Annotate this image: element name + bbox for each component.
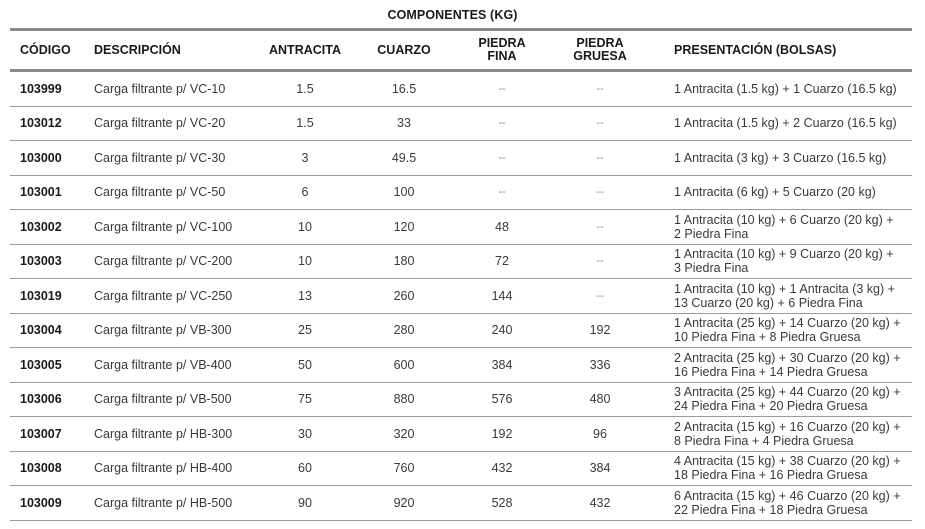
antracita-cell: 1.5 — [296, 116, 314, 131]
code-cell: 103012 — [20, 116, 62, 131]
description-cell: Carga filtrante p/ VC-100 — [94, 219, 233, 234]
description-cell: Carga filtrante p/ VB-400 — [94, 357, 232, 372]
table-row — [10, 486, 912, 521]
presentacion-text — [674, 247, 894, 275]
description-cell: Carga filtrante p/ HB-400 — [94, 461, 233, 476]
piedra-gruesa-cell: -- — [596, 220, 604, 233]
header-piedra-fina-line2: FINA — [487, 49, 517, 63]
description-cell: Carga filtrante p/ VC-50 — [94, 185, 226, 200]
header-piedra-gruesa-text — [573, 37, 626, 63]
table-row — [10, 245, 912, 280]
description-cell: Carga filtrante p/ VC-250 — [94, 288, 233, 303]
piedra-fina-cell: 240 — [491, 323, 513, 338]
code-cell: 103003 — [20, 254, 62, 269]
antracita-cell: 10 — [298, 254, 312, 269]
presentacion-line1: 1 Antracita (10 kg) + 1 Antracita (3 kg) + — [674, 281, 895, 296]
cuarzo-cell: 33 — [397, 116, 411, 131]
presentacion-line1: 3 Antracita (25 kg) + 44 Cuarzo (20 kg) + — [674, 385, 901, 400]
header-piedra-fina-text — [478, 37, 525, 63]
description-cell: Carga filtrante p/ VB-500 — [94, 392, 232, 407]
antracita-cell: 25 — [298, 323, 312, 338]
antracita-cell: 6 — [301, 185, 309, 200]
presentacion-line2: 22 Piedra Fina + 18 Piedra Gruesa — [674, 502, 868, 517]
description-cell: Carga filtrante p/ VC-20 — [94, 116, 226, 131]
presentacion-line2: 10 Piedra Fina + 8 Piedra Gruesa — [674, 330, 861, 345]
presentacion-line2: 16 Piedra Fina + 14 Piedra Gruesa — [674, 364, 868, 379]
piedra-fina-cell: 384 — [491, 357, 513, 372]
piedra-fina-cell: -- — [498, 186, 506, 199]
header-piedra-gruesa-line2: GRUESA — [573, 49, 627, 63]
antracita-cell: 3 — [301, 150, 309, 165]
code-cell: 103999 — [20, 81, 62, 96]
presentacion-cell — [674, 72, 910, 106]
presentacion-line2: 8 Piedra Fina + 4 Piedra Gruesa — [674, 433, 854, 448]
piedra-fina-cell: -- — [498, 82, 506, 95]
piedra-fina-cell: 72 — [495, 254, 509, 269]
table-row — [10, 141, 912, 176]
code-cell: 103005 — [20, 357, 62, 372]
presentacion-cell — [674, 314, 910, 348]
presentacion-text — [674, 351, 901, 379]
table-row — [10, 279, 912, 314]
presentacion-cell — [674, 486, 910, 520]
presentacion-line2: 13 Cuarzo (20 kg) + 6 Piedra Fina — [674, 295, 863, 310]
code-cell: 103001 — [20, 185, 62, 200]
piedra-gruesa-cell: 96 — [593, 426, 607, 441]
table-row — [10, 452, 912, 487]
piedra-gruesa-cell: -- — [596, 151, 604, 164]
cuarzo-cell: 600 — [393, 357, 415, 372]
presentacion-line1: 2 Antracita (25 kg) + 30 Cuarzo (20 kg) + — [674, 350, 901, 365]
piedra-fina-cell: -- — [498, 117, 506, 130]
presentacion-cell — [674, 210, 910, 244]
presentacion-text — [674, 185, 876, 199]
presentacion-text — [674, 420, 901, 448]
presentacion-cell — [674, 107, 910, 141]
description-cell: Carga filtrante p/ HB-300 — [94, 426, 233, 441]
antracita-cell: 13 — [298, 288, 312, 303]
presentacion-line2: 24 Piedra Fina + 20 Piedra Gruesa — [674, 399, 868, 414]
antracita-cell: 10 — [298, 219, 312, 234]
header-piedra-gruesa — [560, 31, 640, 69]
antracita-cell: 30 — [298, 426, 312, 441]
presentacion-text — [674, 116, 897, 130]
code-cell: 103000 — [20, 150, 62, 165]
presentacion-cell — [674, 176, 910, 210]
presentacion-cell — [674, 141, 910, 175]
presentacion-line1: 1 Antracita (6 kg) + 5 Cuarzo (20 kg) — [674, 185, 876, 200]
antracita-cell: 60 — [298, 461, 312, 476]
code-cell: 103019 — [20, 288, 62, 303]
piedra-fina-cell: 528 — [491, 495, 513, 510]
cuarzo-cell: 760 — [393, 461, 415, 476]
presentacion-line2: 2 Piedra Fina — [674, 226, 749, 241]
header-piedra-fina-line1: PIEDRA — [478, 36, 526, 50]
code-cell: 103009 — [20, 495, 62, 510]
cuarzo-cell: 320 — [393, 426, 415, 441]
piedra-fina-cell: 576 — [491, 392, 513, 407]
presentacion-text — [674, 213, 894, 241]
piedra-gruesa-cell: 480 — [589, 392, 611, 407]
presentacion-text — [674, 316, 901, 344]
header-piedra-fina — [462, 31, 542, 69]
antracita-cell: 50 — [298, 357, 312, 372]
table-row — [10, 417, 912, 452]
presentacion-cell — [674, 348, 910, 382]
piedra-fina-cell: 192 — [491, 426, 513, 441]
antracita-cell: 90 — [298, 495, 312, 510]
cuarzo-cell: 880 — [393, 392, 415, 407]
piedra-gruesa-cell: 384 — [589, 461, 611, 476]
presentacion-cell — [674, 279, 910, 313]
cuarzo-cell: 920 — [393, 495, 415, 510]
code-cell: 103006 — [20, 392, 62, 407]
table-row — [10, 72, 912, 107]
header-codigo: CÓDIGO — [20, 42, 71, 57]
piedra-gruesa-cell: -- — [596, 255, 604, 268]
presentacion-text — [674, 151, 886, 165]
table-row — [10, 107, 912, 142]
presentacion-cell — [674, 417, 910, 451]
description-cell: Carga filtrante p/ VC-10 — [94, 81, 226, 96]
cuarzo-cell: 49.5 — [391, 150, 417, 165]
antracita-cell: 75 — [298, 392, 312, 407]
cuarzo-cell: 120 — [393, 219, 415, 234]
presentacion-line1: 1 Antracita (10 kg) + 6 Cuarzo (20 kg) + — [674, 212, 894, 227]
presentacion-line1: 1 Antracita (1.5 kg) + 1 Cuarzo (16.5 kg) — [674, 81, 897, 96]
description-cell: Carga filtrante p/ VB-300 — [94, 323, 232, 338]
presentacion-text — [674, 82, 897, 96]
presentacion-line1: 1 Antracita (3 kg) + 3 Cuarzo (16.5 kg) — [674, 150, 887, 165]
presentacion-line1: 4 Antracita (15 kg) + 38 Cuarzo (20 kg) + — [674, 454, 901, 469]
presentacion-cell — [674, 452, 910, 486]
header-piedra-gruesa-line1: PIEDRA — [576, 36, 624, 50]
presentacion-line1: 1 Antracita (25 kg) + 14 Cuarzo (20 kg) + — [674, 316, 901, 331]
presentacion-line1: 1 Antracita (10 kg) + 9 Cuarzo (20 kg) + — [674, 247, 894, 262]
piedra-fina-cell: 48 — [495, 219, 509, 234]
cuarzo-cell: 180 — [393, 254, 415, 269]
piedra-gruesa-cell: -- — [596, 186, 604, 199]
table-row — [10, 383, 912, 418]
piedra-gruesa-cell: 432 — [589, 495, 611, 510]
presentacion-line1: 1 Antracita (1.5 kg) + 2 Cuarzo (16.5 kg) — [674, 116, 897, 131]
presentacion-line1: 6 Antracita (15 kg) + 46 Cuarzo (20 kg) + — [674, 488, 901, 503]
code-cell: 103008 — [20, 461, 62, 476]
group-title: COMPONENTES (KG) — [387, 8, 518, 22]
piedra-gruesa-cell: 192 — [589, 323, 611, 338]
description-cell: Carga filtrante p/ VC-200 — [94, 254, 233, 269]
table-row — [10, 314, 912, 349]
cuarzo-cell: 280 — [393, 323, 415, 338]
presentacion-cell — [674, 245, 910, 279]
piedra-gruesa-cell: -- — [596, 82, 604, 95]
table-body — [10, 72, 912, 521]
presentacion-text — [674, 454, 901, 482]
cuarzo-cell: 100 — [393, 185, 415, 200]
code-cell: 103004 — [20, 323, 62, 338]
code-cell: 103007 — [20, 426, 62, 441]
header-descripcion: DESCRIPCIÓN — [94, 42, 181, 57]
cuarzo-cell: 260 — [393, 288, 415, 303]
presentacion-text — [674, 282, 895, 310]
description-cell: Carga filtrante p/ HB-500 — [94, 495, 233, 510]
antracita-cell: 1.5 — [296, 81, 314, 96]
table-row — [10, 348, 912, 383]
piedra-fina-cell: 144 — [491, 288, 513, 303]
cuarzo-cell: 16.5 — [391, 81, 417, 96]
presentacion-text — [674, 489, 901, 517]
presentacion-line2: 3 Piedra Fina — [674, 261, 749, 276]
header-cuarzo: CUARZO — [377, 42, 431, 57]
table-row — [10, 176, 912, 211]
piedra-gruesa-cell: -- — [596, 289, 604, 302]
header-antracita: ANTRACITA — [269, 42, 341, 57]
header-presentacion: PRESENTACIÓN (BOLSAS) — [674, 42, 837, 57]
presentacion-line1: 2 Antracita (15 kg) + 16 Cuarzo (20 kg) + — [674, 419, 901, 434]
presentacion-line2: 18 Piedra Fina + 16 Piedra Gruesa — [674, 468, 868, 483]
piedra-fina-cell: -- — [498, 151, 506, 164]
piedra-gruesa-cell: 336 — [589, 357, 611, 372]
description-cell: Carga filtrante p/ VC-30 — [94, 150, 226, 165]
piedra-fina-cell: 432 — [491, 461, 513, 476]
table-row — [10, 210, 912, 245]
presentacion-cell — [674, 383, 910, 417]
presentacion-text — [674, 385, 901, 413]
piedra-gruesa-cell: -- — [596, 117, 604, 130]
code-cell: 103002 — [20, 219, 62, 234]
